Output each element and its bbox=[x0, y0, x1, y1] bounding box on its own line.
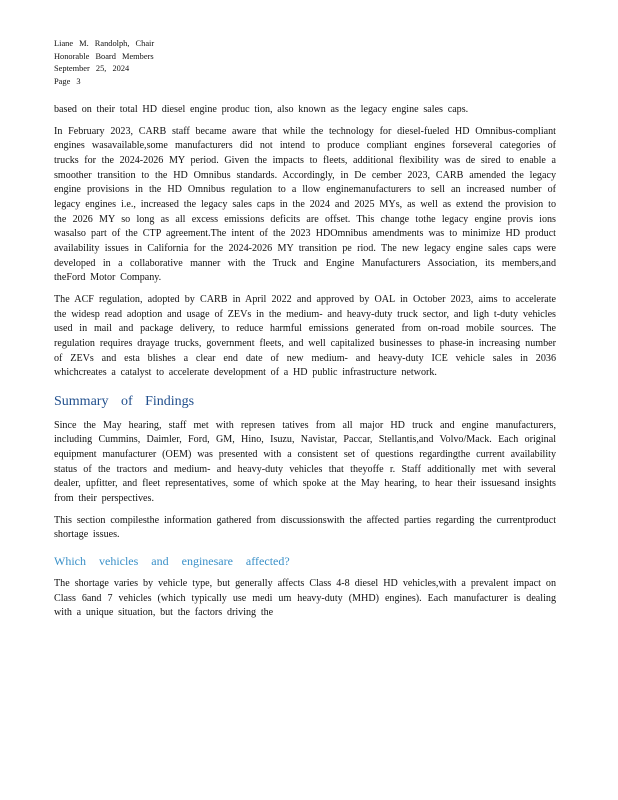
paragraph-section-overview: This section compilesthe information gathered from discussionswith the affected parties regarding the currentproduct shortage issues. bbox=[54, 514, 556, 541]
paragraph-shortage-by-vehicle: The shortage varies by vehicle type, but generally affects Class 4-8 diesel HD vehicles,with a prevalent impact on Class 6and 7 vehicles (which typically use medi um heavy-duty (MHD) engines). Each manufacturer is dealing with a unique situation, but the factors driving the bbox=[54, 578, 556, 619]
subsection-heading-affected-vehicles: Which vehicles and enginesare affected? bbox=[54, 554, 290, 569]
paragraph-legacy-caps: based on their total HD diesel engine produc tion, also known as the legacy engine sales caps. bbox=[54, 104, 469, 115]
document-body bbox=[54, 103, 556, 628]
recipient-group: Honorable Board Members bbox=[54, 51, 154, 61]
paragraph-hd-omnibus-amendments: In February 2023, CARB staff became aware that while the technology for diesel-fueled HD Omnibus-compliant engines wasavailable,some manufacturers did not intend to produce compliant engines forseveral categories of trucks for the 2024-2026 MY period. Given the impacts to fleets, additional flexibility was de sired to enable a smoother transition to the HD Omnibus standards. Accordingly, in De cember 2023, CARB amended the legacy engine provisions in the HD Omnibus regulation to a llow enginemanufacturers to sell an increased number of legacy engines i.e., increased the legacy sales caps in the 2024 and 2025 MYs, as well as extend the provision to the 2026 MY so long as all excess emissions deficits are offset. This change tothe legacy engine provis ions wasalso part of the CTP agreement.The intent of the 2023 HDOmnibus amendments was to minimize HD product availability issues in California for the 2024-2026 MY transition pe riod. The new legacy engine sales caps were developed in a collaborative manner with the Truck and Engine Manufacturers Association, its members,and theFord Motor Company. bbox=[54, 125, 556, 284]
page-number: Page 3 bbox=[54, 76, 81, 86]
paragraph-manufacturer-meetings: Since the May hearing, staff met with represen tatives from all major HD truck and engine manufacturers, including Cummins, Daimler, Ford, GM, Hino, Isuzu, Navistar, Paccar, Stellantis,and Volvo/Mack. Each original equipment manufacturer (OEM) was presented with a consistent set of questions regardingthe current availability status of the tractors and medium- and heavy-duty vehicles that theyoffe r. Staff additionally met with several dealer, upfitter, and fleet representatives, some of which spoke at the May hearing, to hear their issuesand insights from their perspectives. bbox=[54, 419, 556, 505]
section-heading-summary: Summary of Findings bbox=[54, 393, 195, 409]
paragraph-acf-regulation: The ACF regulation, adopted by CARB in April 2022 and approved by OAL in October 2023, aims to accelerate the widesp read adoption and usage of ZEVs in the medium- and heavy-duty truck sector, and ligh t-duty vehicles used in mail and package delivery, to reduce harmful emissions generated from on-road mobile sources. The regulation requires drayage trucks, government fleets, and well capitalized businesses to phase-in increasing number of ZEVs and esta blishes a clear end date of new medium- and heavy-duty ICE vehicle sales in 2036 whichcreates a catalyst to accelerate development of a HD public infrastructure network. bbox=[54, 293, 556, 379]
letter-date: September 25, 2024 bbox=[54, 64, 130, 73]
recipient-name: Liane M. Randolph, Chair bbox=[54, 39, 155, 48]
letter-header bbox=[54, 38, 234, 88]
